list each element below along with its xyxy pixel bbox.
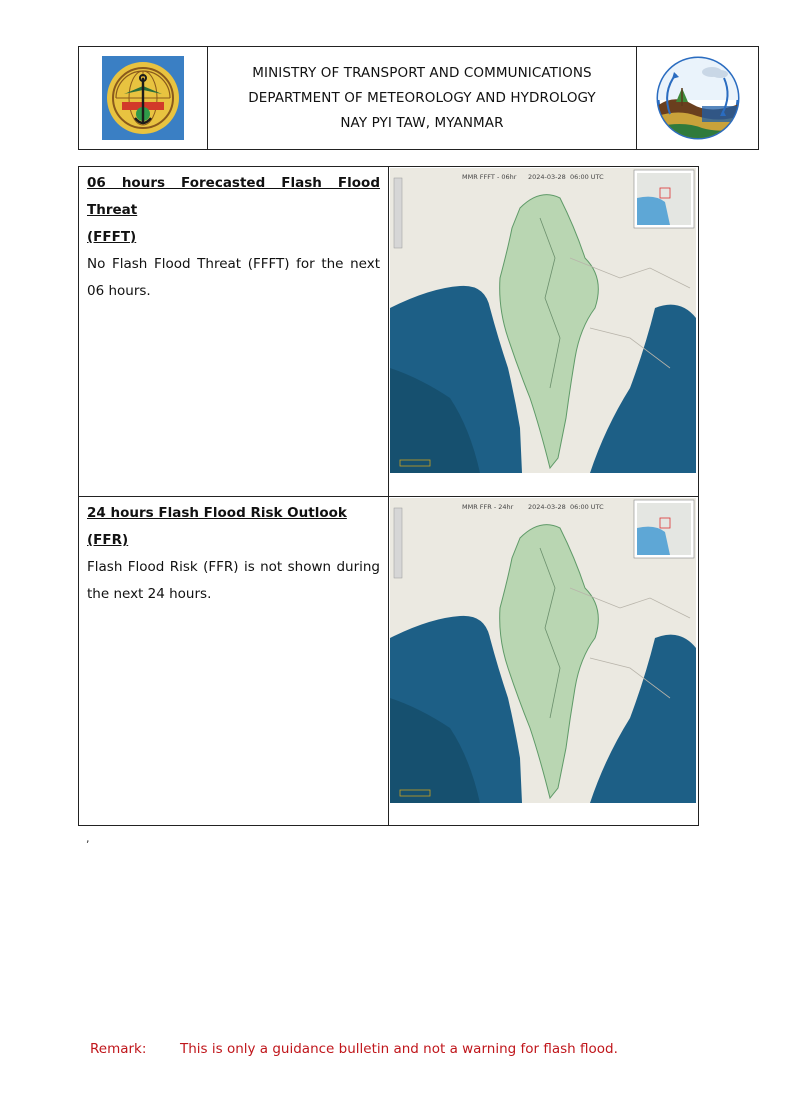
ffft-map-date-label: 2024-03-28 [528, 173, 566, 181]
ffft-heading-abbrev: (FFFT) [87, 229, 137, 245]
ffr-map-time-label: 06:00 UTC [570, 503, 604, 511]
ffft-map-cell [389, 167, 698, 496]
ffr-heading: 24 hours Flash Flood Risk Outlook (FFR) [87, 505, 347, 548]
ffr-map [390, 498, 696, 803]
department-name: DEPARTMENT OF METEOROLOGY AND HYDROLOGY [248, 90, 596, 106]
hydrological-cycle-icon [652, 52, 744, 144]
ffr-map-product-label: MMR FFR - 24hr [462, 503, 514, 511]
letterhead-titles [208, 47, 638, 149]
ministry-name: MINISTRY OF TRANSPORT AND COMMUNICATIONS [252, 65, 592, 81]
location: NAY PYI TAW, MYANMAR [340, 115, 504, 131]
letterhead [78, 46, 759, 150]
ffft-map-product-label: MMR FFFT - 06hr [462, 173, 517, 181]
right-logo-cell [637, 47, 758, 149]
ffr-map-cell [389, 497, 698, 825]
ffft-statement: No Flash Flood Threat (FFFT) for the next 06 hours. [87, 256, 380, 299]
ffr-statement: Flash Flood Risk (FFR) is not shown during the next 24 hours. [87, 559, 380, 602]
left-logo-cell [79, 47, 208, 149]
ffr-row [79, 497, 698, 825]
ffr-text-cell [79, 497, 389, 825]
ffft-map-time-label: 06:00 UTC [570, 173, 604, 181]
ffft-row [79, 167, 698, 497]
ministry-seal-icon [102, 56, 184, 140]
ffr-map-date-label: 2024-03-28 [528, 503, 566, 511]
remark-text: This is only a guidance bulletin and not a warning for flash flood. [180, 1041, 618, 1057]
ffft-heading: 06 hours Forecasted Flash Flood Threat [87, 175, 380, 218]
ffft-map [390, 168, 696, 473]
bulletin-table [78, 166, 699, 826]
ffft-text-cell [79, 167, 389, 496]
remark-label: Remark: [90, 1041, 147, 1057]
stray-comma: , [86, 832, 90, 845]
